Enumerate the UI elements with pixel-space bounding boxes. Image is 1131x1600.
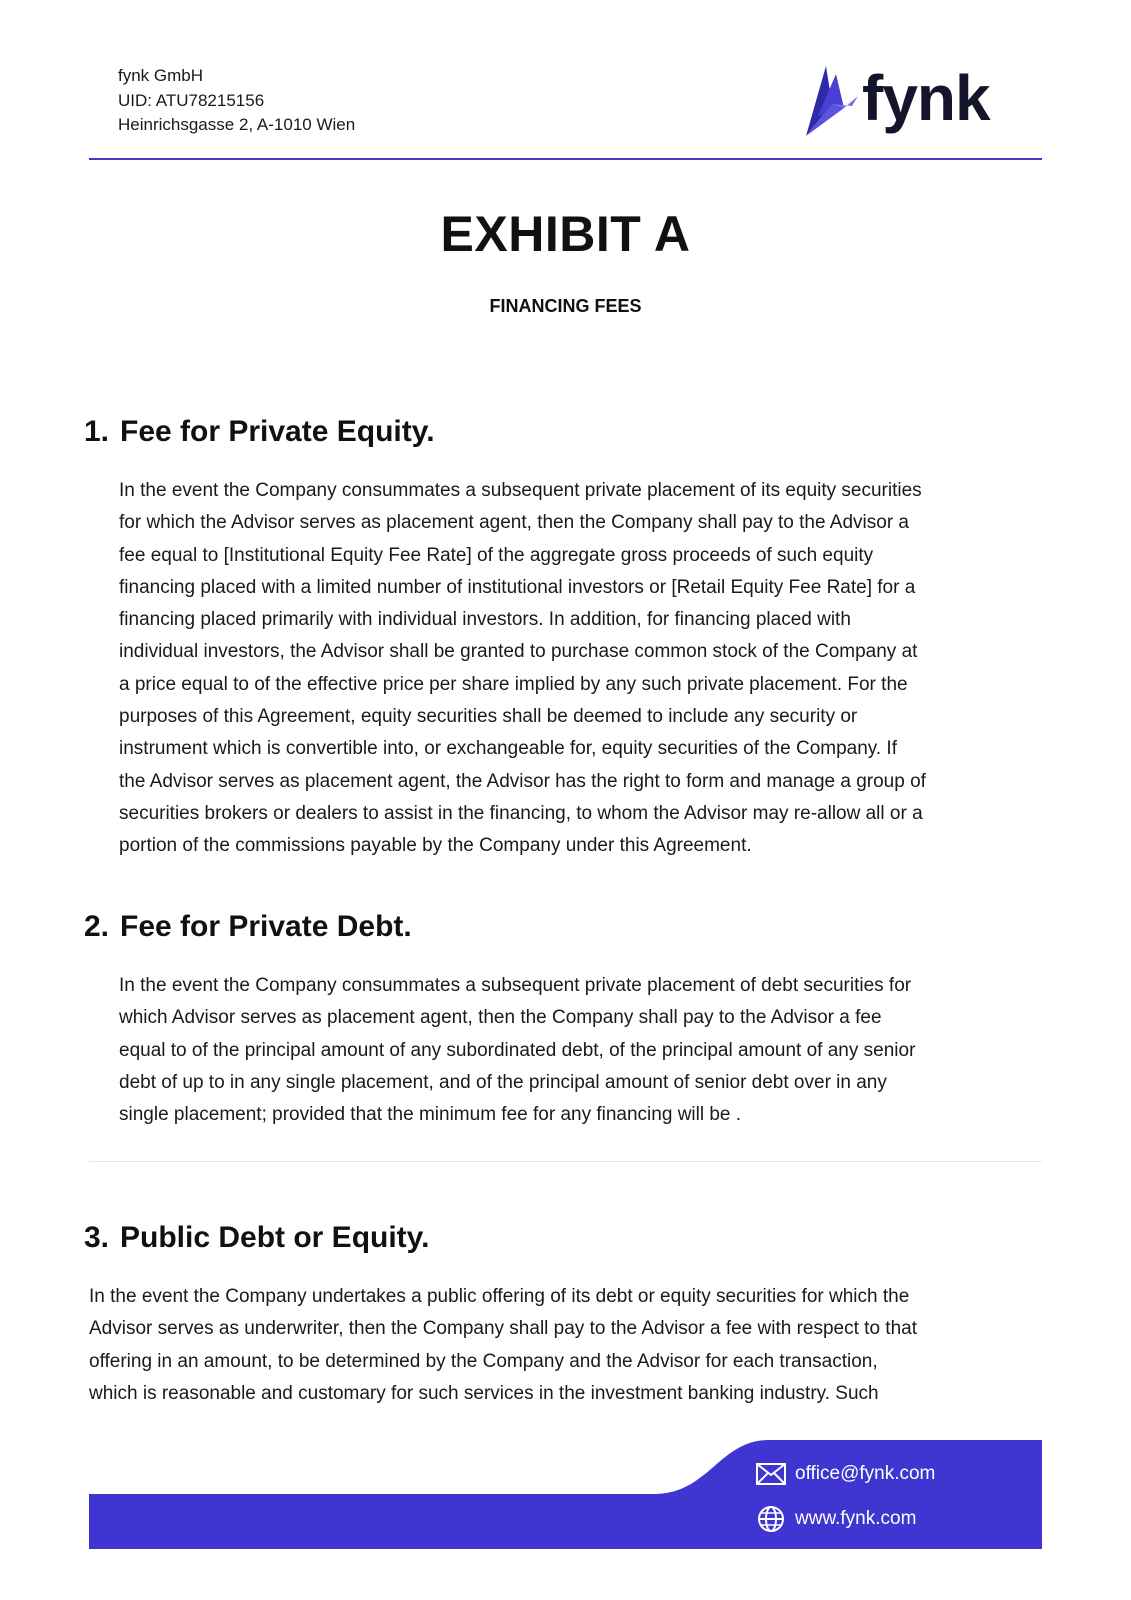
- company-name: fynk GmbH: [118, 66, 204, 85]
- section-title: Public Debt or Equity.: [120, 1221, 430, 1254]
- section-divider: [89, 1161, 1042, 1162]
- section-3-body: In the event the Company undertakes a public offering of its debt or equity securities for which the Advisor serves as underwriter, then the Company shall pay to the Advisor a fee with respect to that offering in an amount, to be determined by the Company and the Advisor for each transaction, which is reasonable and customary for such services in the investment banking industry. Such: [89, 1286, 917, 1404]
- email-link[interactable]: office@fynk.com: [795, 1463, 936, 1484]
- section-2-body: In the event the Company consummates a subsequent private placement of debt securities for which Advisor serves as placement agent, then the Company shall pay to the Advisor a fee equal to of the principal amount of any subordinated debt, of the principal amount of any senior debt of up to in any single placement, and of the principal amount of senior debt over in any single placement; provided that the minimum fee for any financing will be .: [119, 975, 916, 1126]
- bird-logo-icon: [806, 60, 870, 144]
- website-link[interactable]: www.fynk.com: [795, 1508, 917, 1529]
- company-uid: UID: ATU78215156: [118, 90, 265, 110]
- company-info: [118, 64, 355, 138]
- section-title: Fee for Private Debt.: [120, 910, 412, 943]
- section-1-heading: [84, 412, 435, 452]
- section-number: 2.: [84, 910, 110, 943]
- section-1-body: In the event the Company consummates a subsequent private placement of its equity securities for which the Advisor serves as placement agent, then the Company shall pay to the Advisor a fee equal to [Institutional Equity Fee Rate] of the aggregate gross proceeds of such equity financing placed with a limited number of institutional investors or [Retail Equity Fee Rate] for a financing placed primarily with individual investors. In addition, for financing placed with individual investors, the Advisor shall be granted to purchase common stock of the Company at a price equal to of the effective price per share implied by any such private placement. For the purposes of this Agreement, equity securities shall be deemed to include any security or instrument which is convertible into, or exchangeable for, equity securities of the Company. If the Advisor serves as placement agent, the Advisor has the right to form and manage a group of securities brokers or dealers to assist in the financing, to whom the Advisor may re-allow all or a portion of the commissions payable by the Company under this Agreement.: [119, 480, 926, 857]
- document-subtitle: FINANCING FEES: [489, 296, 642, 316]
- footer-email[interactable]: [755, 1460, 935, 1488]
- globe-icon: [755, 1505, 787, 1533]
- header-divider: [89, 158, 1042, 160]
- section-3-heading: [84, 1218, 429, 1258]
- document-title: EXHIBIT A: [440, 206, 691, 262]
- mail-icon: [755, 1460, 787, 1488]
- section-number: 1.: [84, 415, 110, 448]
- footer-website[interactable]: [755, 1505, 916, 1533]
- section-title: Fee for Private Equity.: [120, 415, 435, 448]
- logo-wordmark: fynk: [862, 62, 990, 134]
- section-number: 3.: [84, 1221, 110, 1254]
- section-2-heading: [84, 907, 412, 947]
- fynk-logo: [806, 60, 1006, 144]
- company-address: Heinrichsgasse 2, A-1010 Wien: [118, 115, 356, 134]
